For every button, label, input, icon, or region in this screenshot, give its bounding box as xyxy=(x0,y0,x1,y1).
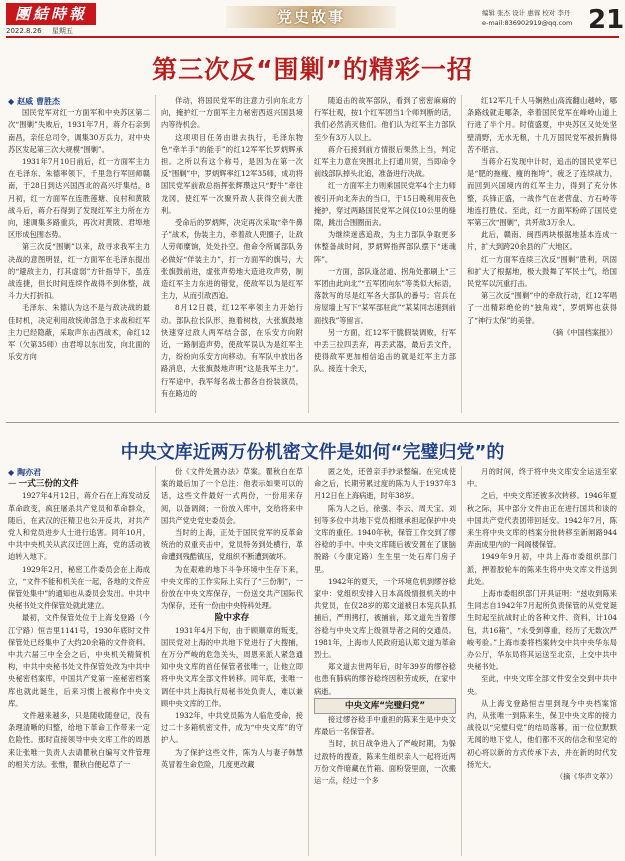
byline-marker-icon: ◆ xyxy=(8,96,15,106)
article2-column-2 xyxy=(161,466,303,771)
masthead-rule xyxy=(6,36,619,38)
paragraph: 佯动，将国民党军的注意力引向东北方向，掩护红一方面军主力秘密西返兴国县境内等待机会。 xyxy=(161,96,303,130)
article2-column-1 xyxy=(8,466,150,771)
editor-info xyxy=(482,8,572,28)
paragraph: 当蒋介石发现中计时，追击的国民党军已是“肥的拖瘦、瘦的拖垮”，疲乏了连续战力，而回到兴国境内的红军主力，得到了充分休整，兵锋正盛，一战作气在老营盘、方石岭等地连打胜仗。至此，红一方面军粉碎了国民党军第三次“围剿”，共歼敌3万余人。 xyxy=(467,157,617,228)
email-line: e-mail:836902919@qq.com xyxy=(482,19,573,27)
article1-byline: ◆ 赵威 曹胜杰 xyxy=(8,96,60,106)
subhead: 险中求存 xyxy=(214,613,250,624)
article1-title: 第三次反“围剿”的精彩一招 xyxy=(152,55,473,84)
paragraph: 第三次反“围剿”中的牵敌行动，红12军唱了一出精彩绝伦的“独角戏”，罗炳辉也获得了“神行太保”的美誉。 xyxy=(467,291,617,325)
paragraph: 1929年2月，秘密工作委员会在上海成立，“文件不能和机关在一起，各地的文件应保管处集中”的通知也从委员会发出。中共中央秘书处文件保管处就此建立。 xyxy=(8,564,150,611)
paragraph: 另一方面，红12军干脆假装调败，行军中丢三拉四丢弃，再丢武器，最后丢文件，使得敌军更加相信追击的就是红军主力部队。接连十余天， xyxy=(314,327,456,374)
column-rule xyxy=(461,466,462,856)
paragraph: 接过缪谷稔手中重担的陈来生是中央文库最后一名保管者。 xyxy=(314,715,456,737)
paragraph: 国民党军对红一方面军和中央苏区第二次“围剿”失败后，1931年7月，蒋介石亲到南昌，亲任总司令，调集30万兵力，对中央苏区发起第三次大规模“围剿”。 xyxy=(8,108,150,154)
paragraph: 红一方面军主力则乘国民党军4个主力师被引开向北奔去的当口，于15日晚利用夜色掩护，穿过两路国民党军之间仅10公里的缝隙，跳出合围圈而去。 xyxy=(314,181,456,228)
section-title: 党史故事 xyxy=(276,8,345,26)
date-text: 2022.8.26 xyxy=(6,27,42,35)
paragraph: 1932年，中共党员陈为人临危受命，接过二十多箱机密文件，成为“中央文库”的守护人。 xyxy=(161,711,303,745)
article1-column-2 xyxy=(161,95,303,400)
paragraph: 第三次反“围剿”以来，敌寻求我军主力决战的意图明显，红一方面军在毛泽东提出的“避敌主力，打其虚弱”方针指导下，虽连战连捷，但长时间连续作战得不到休整，战斗力大打折扣。 xyxy=(8,242,150,301)
paragraph: 为继续迷惑追敌，为主力部队争取更多休整备战时间，罗炳辉指挥部队摆下“迷魂阵”。 xyxy=(314,230,456,264)
paragraph: 郑文道去世两年后，时年39岁的缪谷稔也患有肺病的缪谷稔终因积劳成疾，在家中病逝。 xyxy=(314,662,456,696)
paragraph: 这项项目任务由谁去执行，毛泽东物色“牵羊手”的能手”的红12军军长罗炳辉承担。之所以有这个称号，是因为在第一次反“围剿”中，罗炳辉率红12军35师，成功将国民党军前敌总指挥张辉瓒这只“野牛”牵往龙冈，使红军一次聚歼敌人获得空前大胜利。 xyxy=(161,132,303,215)
paragraph: 上海市委组织部门开具证明：“兹收到陈来生同志自1942年7月起所负责保管的从党党诞生时起至抗战时止的各种文件、资料，计104包，共16箱”，“永受到尊重，经历了无数次严峻考验。”上海市委将档案转交中共中央华东局办公厅，华东局将其运送至北京，上交中共中央秘书处。 xyxy=(467,589,617,672)
paragraph: 受命后的罗炳辉，决定再次采取“牵牛鼻子”战术，伪装主力，牵着敌人兜圈子，让敌人劳师糜饷，处处扑空。他命令所属部队务必做好“佯装主力”，打一方面军的旗号，大张旗鼓前进，虚张声势地大造进攻声势，制造红军主力东进的错觉，使敌军以为是红军主力，从而引敌西追。 xyxy=(161,218,303,301)
paragraph: 最初，文件保管处位于上海戈登路（今江宁路）恒吉里1141号，1930年底时文件保管处已经集中了大约20余箱的文件资料。中共六届三中全会之后，中央机关精简机构，中共中央秘书处文件保管处改为中共中央秘密档案库，中国共产党第一座秘密档案库也就此诞生，后来习惯上被称作中央文库。 xyxy=(8,613,150,708)
dash-marker-icon: — xyxy=(8,479,17,490)
section-banner xyxy=(226,6,396,28)
paragraph: 至此，中央文库全部文件安全交到中共中央。 xyxy=(467,674,617,696)
paragraph: 匿之处，还曾亲手抄录整编。在完成使命之后，长期劳累过度的陈为人于1937年3月12日在上海病逝，时年38岁。 xyxy=(314,467,456,501)
column-rule xyxy=(155,95,156,413)
article-divider xyxy=(6,422,619,423)
paragraph: 月的时间，终于将中央文库安全运送至家中。 xyxy=(467,467,617,489)
paragraph: 毛泽东、朱德认为这不是与敌决战的最佳时机，决定利用敌统帅部急于求战和红军主力已经隐蔽，采取声东击西战术，命红12军（欠第35师）由君埠以东出发，向北面的乐安方向 xyxy=(8,303,150,362)
paragraph: 1949年9月初，中共上海市委组织部门派，押着胶轮车的陈来生将中央文库文件送到此处。 xyxy=(467,552,617,586)
paragraph: 陈为人之后，徐强、李云、周天宝、刘钊等多位中共地下党员相继承担起保护中央文库的重任。1940年秋，保管工作交到了缪谷稔的手中。中央文库随后被安置在了康脑脱路（今康定路）生生里一处石库门房子里。 xyxy=(314,503,456,574)
paragraph: 8月12日晨，红12军率领主力开始行动。部队拉长队形，拖着树枝，大张旗鼓地快速穿过敌人两军结合部，在乐安方向附近，一路制造声势，使敌军误认为是红军主力，纷纷向乐安方向移动。有军队中放出各路消息，大张旗鼓地声明“这是我军主力”。行军途中，我军每名战士都各自扮装演员，有在路边的 xyxy=(161,303,303,398)
paragraph: 之后，中央文库还被多次转移。1946年夏秋之际，其中部分文件由正在进行国共和谈的中国共产党代表团带回延安。1942年7月，陈来生将中央文库的档案分批转移至新闸路944弄南成里内的一间阁楼保管。 xyxy=(467,491,617,550)
weekday-text: 星期五 xyxy=(51,27,73,35)
newspaper-logo: 團結時報 xyxy=(6,3,96,25)
article1-column-4 xyxy=(467,95,617,339)
article2-title: 中央文库近两万份机密文件是如何“完璧归党”的 xyxy=(120,442,505,463)
page-number: 21 xyxy=(588,5,625,35)
paragraph: 当时的上海，正处于国民党军的反革命统治的双重夹击中，党员特务到处横行，革命遭到残酷镇压，党组织不断遭到破坏。 xyxy=(161,528,303,562)
paragraph: 随追击的故军部队，看到了密密麻麻的行军壮观，按1个红军团当1个师判断的话，我们必然消灭他们。他们认为红军主力部队至少有3万人以上。 xyxy=(314,96,456,142)
article1-column-3 xyxy=(314,95,456,376)
paragraph: 当时，抗日战争进入了严峻时期，为躲过敌特的搜查，陈来生组织亲人一起将近两万份文件暗藏在竹箱、面粉袋里面，一次搬运一点，经过一个多 xyxy=(314,739,456,786)
paragraph: 为在艰难的地下斗争环境中生存下来，中央文库的工作实际上实行了“三份制”，一份放在中央文库保存，一份送交共产国际代为保存，还有一份由中央特科处理。 xyxy=(161,564,303,611)
paragraph: 此后，赣南、闽西两块根据地基本连成一片，扩大到跨20余县的广大地区。 xyxy=(467,230,617,252)
paragraph: 份《文件处置办法》草案。瞿秋白在草案的最后加了一个总注：他表示如果可以的话，这些文件最好一式两份，一份用来存阅，以备调阅；一份放入库中，交给将来中国共产党史党史委员会。 xyxy=(161,467,303,525)
byline-marker-icon: ◆ xyxy=(8,467,15,477)
issue-date xyxy=(6,26,81,36)
editors-line: 编辑 张杰 设计 惠蓉 校对 李丹 xyxy=(482,9,571,17)
paragraph: 1931年4月下旬，由于顾顺章的叛变，国民党对上海的中共地下党进行了大搜捕，在万分严峻的危急关头，周恩来派人紧急通知中央文库的首任保管者张唯一，让他立即将中央文库全部文件转移。同年底，张唯一调任中共上海执行局秘书处负责人，难以兼顾中央文库的工作。 xyxy=(161,625,303,708)
paragraph: 红一方面军连续三次反“围剿”胜利，巩固和扩大了根据地，极大鼓舞了军民士气，给国民党军以沉重打击。 xyxy=(467,254,617,289)
paragraph: 1927年4月12日，蒋介石在上海发动反革命政变，疯狂屠杀共产党员和革命群众，随后，在武汉的汪精卫也公开反共，对共产党人和党员进步人士进行追害。同年10月，中共中央机关从武汉迁回上海，党的活动被迫转入地下。 xyxy=(8,491,150,562)
column-rule xyxy=(308,95,309,413)
paragraph: 从上海戈登路恒吉里到现今中央档案馆内，从张唯一到陈来生，保卫中央文库的接力战役以“完璧归党”的结局落幕，而一位位默默无闻的地下党人，他们都不灭的信念和坚定的初心将以新的方式传承下去，并在新的时代发扬光大。 xyxy=(467,698,617,769)
paragraph: 一方面，部队逢岔道、拐角处都刷上“三军团由此向北”“五军团向东”等类似大标语，落款写的尽是红军各大部队的番号；官兵在房屋墙上写下“某军部驻此”“某某同志速到前面找我”等留言。 xyxy=(314,266,456,325)
paragraph: 蒋介石接到前方情报后果然上当，判定红军主力意在突围北上打通川贸，当即命令前线部队掉头北追，准备进行决战。 xyxy=(314,144,456,179)
masthead xyxy=(0,0,625,36)
article1-column-1 xyxy=(8,95,150,363)
column-rule xyxy=(155,466,156,856)
column-rule xyxy=(461,95,462,413)
paragraph: 文件越来越多，只是随收随登记，没有条理清晰的归整，给地下革命工作带来一定危险性。那时直接领导中央文库工作的周恩来让张唯一负责人去请瞿秋白编写文件管理的相关方法。张惟，瞿秋白便起草了一 xyxy=(8,711,150,769)
paragraph: 1931年7月10日前后，红一方面军主力在毛泽东、朱德率领下，千里急行军回师赣南，于28日到达兴国西北的高兴圩集结。8月初，红一方面军在连胜莲塘、良村和黄陂战斗后，蒋介石得到了发现红军主力所在方向，速调集多路重兵，再次对黄陂、君埠地区形成包围态势。 xyxy=(8,157,150,240)
paragraph: 红12军几千人马娴熟山高流翻山越岭，哪条路线就走哪条，牵着国民党军在峰岭山道上行进了半个月。时值盛夏，中央苏区又处处坚壁清野，无水无粮，十几万国民党军被折腾得苦不堪言。 xyxy=(467,96,617,154)
article2-byline: ◆ 陶亦君 xyxy=(8,467,42,477)
article1-source: （摘《中国档案报》） xyxy=(548,327,617,337)
subhead: 中央文库“完璧归党” xyxy=(314,698,456,714)
subhead: — 一式三份的文件 xyxy=(8,479,79,490)
article2-column-4 xyxy=(467,466,617,783)
column-rule xyxy=(308,466,309,856)
article2-column-3 xyxy=(314,466,456,787)
article2-source: （摘《华声文萃》） xyxy=(555,772,617,782)
paragraph: 1942年的夏天，一个环境危机到缪谷稔家中：党组织安排入日本高级情报机关的中共党员，在仅28岁的郑文道被日本宪兵队抓捕后，严刑拷打，被捕前，郑文道先当着缪谷稔与中央文库上级领导者之间的交通员。1981年，上海市人民政府追认郑文道为革命烈士。 xyxy=(314,576,456,660)
paragraph: 为了保护这些文件，陈为人与妻子韩慧英冒着生命危险，几度更改藏 xyxy=(161,747,303,769)
